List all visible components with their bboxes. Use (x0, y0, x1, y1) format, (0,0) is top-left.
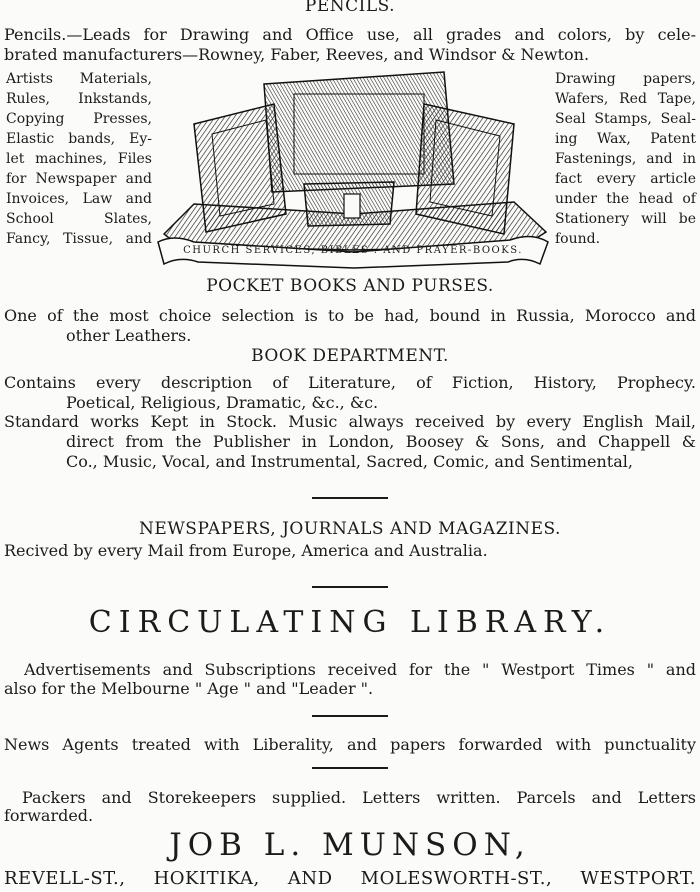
book-department-line-5: Co., Music, Vocal, and Instrumental, Sacred, Comic, and Sentimental, (66, 452, 633, 471)
book-department-line-3: Standard works Kept in Stock. Music always received by every English Mail, (4, 412, 696, 431)
right-column-line: Fastenings, and in (555, 151, 696, 167)
books-illustration (154, 64, 550, 269)
divider-rule (312, 586, 388, 588)
left-column-line: Elastic bands, Ey- (6, 131, 152, 147)
right-column-line: Drawing papers, (555, 71, 696, 87)
address-line: REVELL-ST., HOKITIKA, AND MOLESWORTH-ST., WESTPORT. (4, 868, 696, 889)
left-column-line: let machines, Files (6, 151, 152, 167)
packers-text-line-1: Packers and Storekeepers supplied. Letters written. Parcels and Letters (22, 788, 696, 807)
pocket-books-text-line-1: One of the most choice selection is to be had, bound in Russia, Morocco and (4, 306, 696, 325)
library-text-line-2: also for the Melbourne " Age " and "Leader ". (4, 679, 374, 698)
pocket-books-text-line-2: other Leathers. (66, 326, 192, 345)
news-agents-text: News Agents treated with Liberality, and papers forwarded with punctuality (4, 735, 696, 754)
newspapers-text: Recived by every Mail from Europe, America and Australia. (4, 541, 488, 560)
book-department-line-4: direct from the Publisher in London, Boosey & Sons, and Chappell & (66, 432, 696, 451)
books-engraving (154, 64, 550, 269)
circulating-library-heading: CIRCULATING LIBRARY. (88, 605, 612, 640)
book-department-heading: BOOK DEPARTMENT. (251, 346, 449, 366)
right-column-line: under the head of (555, 191, 696, 207)
divider-rule (312, 767, 388, 769)
left-book (194, 104, 286, 232)
book-department-line-1: Contains every description of Literature, of Fiction, History, Prophecy. (4, 373, 696, 392)
left-column-line: Rules, Inkstands, (6, 91, 152, 107)
left-column-line: Invoices, Law and (6, 191, 152, 207)
pocket-books-heading: POCKET BOOKS AND PURSES. (206, 276, 494, 296)
center-book-clasp (344, 194, 360, 218)
pencils-text-line-1: Pencils.—Leads for Drawing and Office use, all grades and colors, by cele- (4, 25, 696, 44)
newspapers-heading: NEWSPAPERS, JOURNALS AND MAGAZINES. (139, 519, 561, 539)
packers-text-line-2: forwarded. (4, 806, 94, 825)
right-column-line: Seal Stamps, Seal- (555, 111, 696, 127)
pencils-heading: PENCILS. (304, 0, 396, 16)
pencils-text-line-2: brated manufacturers—Rowney, Faber, Reeves, and Windsor & Newton. (4, 45, 590, 64)
left-column (6, 69, 152, 249)
right-column-line: found. (555, 231, 601, 247)
right-column-line: Stationery will be (555, 211, 696, 227)
proprietor-name: JOB L. MUNSON, (169, 827, 531, 863)
banner-text: CHURCH SERVICES, BIBLES . AND PRAYER-BOOKS. (183, 245, 523, 256)
left-column-line: for Newspaper and (6, 171, 152, 187)
right-column-line: ing Wax, Patent (555, 131, 696, 147)
library-text-line-1: Advertisements and Subscriptions received for the " Westport Times " and (24, 660, 696, 679)
left-column-line: Artists Materials, (6, 71, 152, 87)
divider-rule (312, 497, 388, 499)
right-column-line: Wafers, Red Tape, (555, 91, 696, 107)
left-column-line: Copying Presses, (6, 111, 152, 127)
right-column-line: fact every article (555, 171, 696, 187)
right-column (555, 69, 696, 249)
book-department-line-2: Poetical, Religious, Dramatic, &c., &c. (66, 393, 379, 412)
right-book (416, 104, 514, 234)
left-column-line: School Slates, (6, 211, 152, 227)
left-column-line: Fancy, Tissue, and (6, 231, 152, 247)
divider-rule (312, 715, 388, 717)
